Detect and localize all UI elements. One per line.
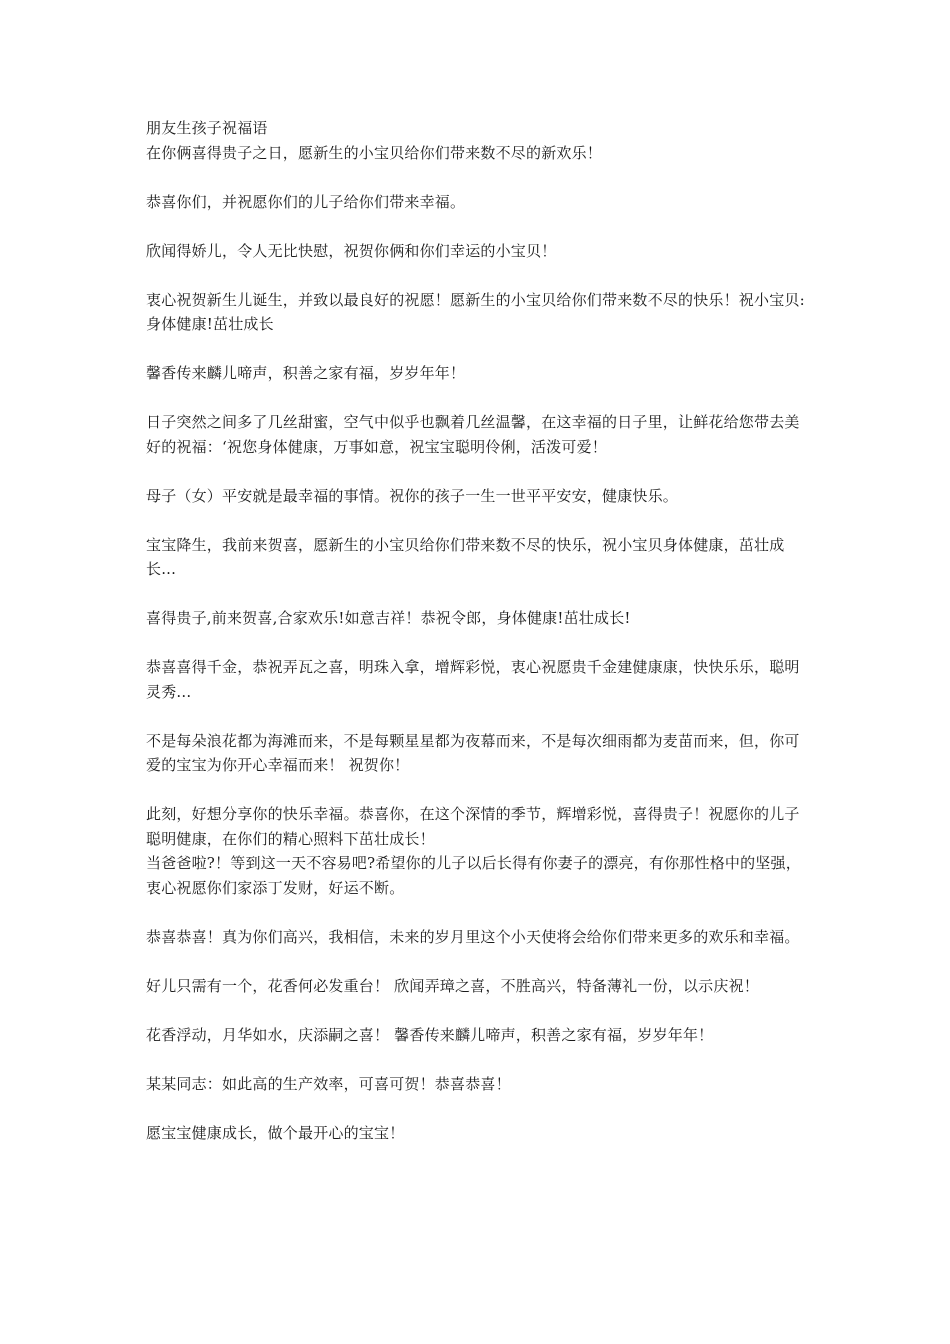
document-title: 朋友生孩子祝福语 [146, 119, 268, 137]
paragraph: 不是每朵浪花都为海滩而来，不是每颗星星都为夜幕而来，不是每次细雨都为麦苗而来，但，你可爱的宝宝为你开心幸福而来！ 祝贺你！ [146, 731, 800, 774]
paragraph: 恭喜喜得千金，恭祝弄瓦之喜，明珠入拿，增辉彩悦，衷心祝愿贵千金建健康康，快快乐乐，聪明灵秀... [146, 658, 800, 701]
paragraph: 恭喜恭喜！真为你们高兴，我相信，未来的岁月里这个小天使将会给你们带来更多的欢乐和幸福。 [146, 927, 800, 946]
paragraph: 衷心祝贺新生儿诞生，并致以最良好的祝愿！愿新生的小宝贝给你们带来数不尽的快乐！祝小宝贝:身体健康!茁壮成长 [146, 290, 805, 333]
paragraph: 喜得贵子,前来贺喜,合家欢乐!如意吉祥！恭祝令郎，身体健康!茁壮成长! [146, 609, 631, 627]
paragraph: 馨香传来麟儿啼声，积善之家有福，岁岁年年！ [146, 364, 466, 382]
paragraph: 愿宝宝健康成长，做个最开心的宝宝！ [146, 1123, 405, 1142]
paragraph: 恭喜你们，并祝愿你们的儿子给你们带来幸福。 [146, 192, 466, 211]
document-body [146, 116, 810, 1170]
paragraph: 在你俩喜得贵子之日，愿新生的小宝贝给你们带来数不尽的新欢乐！ [146, 143, 603, 162]
paragraph: 日子突然之间多了几丝甜蜜，空气中似乎也飘着几丝温馨，在这幸福的日子里，让鲜花给您带去美好的祝福：‘祝您身体健康，万事如意，祝宝宝聪明伶俐，活泼可爱！ [146, 413, 800, 456]
paragraph: 好儿只需有一个，花香何必发重台！ 欣闻弄璋之喜，不胜高兴，特备薄礼一份，以示庆祝！ [146, 976, 759, 995]
paragraph: 花香浮动，月华如水，庆添嗣之喜！ 馨香传来麟儿啼声，积善之家有福，岁岁年年！ [146, 1025, 714, 1044]
paragraph: 母子（女）平安就是最幸福的事情。祝你的孩子一生一世平平安安，健康快乐。 [146, 486, 679, 505]
paragraph: 宝宝降生，我前来贺喜，愿新生的小宝贝给你们带来数不尽的快乐，祝小宝贝身体健康，茁壮成长... [146, 535, 785, 578]
paragraph: 当爸爸啦?！等到这一天不容易吧?希望你的儿子以后长得有你妻子的漂亮，有你那性格中的坚强，衷心祝愿你们家添丁发财，好运不断。 [146, 854, 801, 897]
paragraph: 此刻，好想分享你的快乐幸福。恭喜你，在这个深情的季节，辉增彩悦，喜得贵子！祝愿你的儿子聪明健康，在你们的精心照料下茁壮成长！ [146, 805, 800, 848]
paragraph: 某某同志：如此高的生产效率，可喜可贺！恭喜恭喜！ [146, 1074, 511, 1093]
paragraph: 欣闻得娇儿，令人无比快慰，祝贺你俩和你们幸运的小宝贝！ [146, 241, 557, 260]
